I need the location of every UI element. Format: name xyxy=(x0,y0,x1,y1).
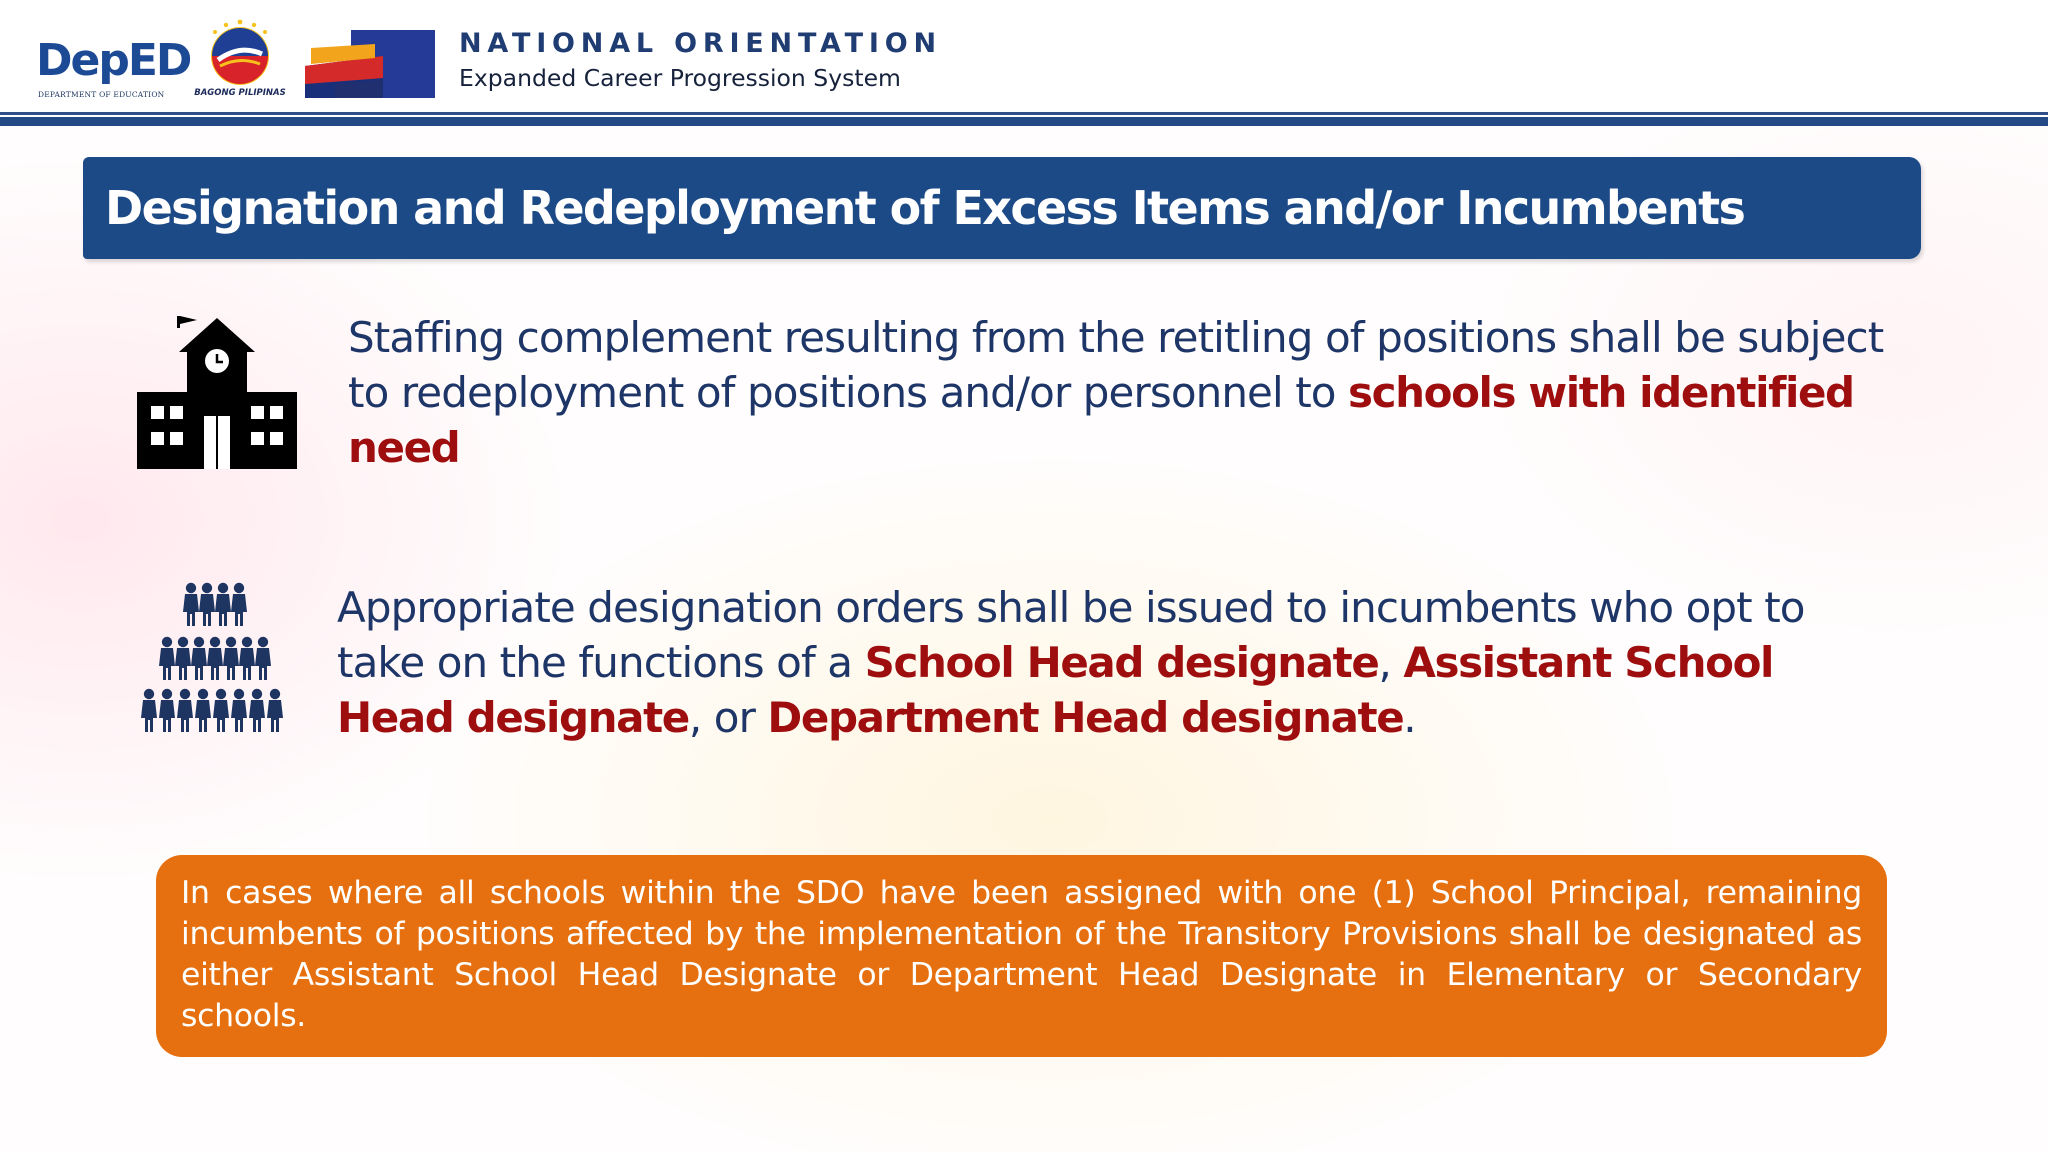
deped-logo-tagline: DEPARTMENT OF EDUCATION xyxy=(38,90,165,99)
header-bar xyxy=(0,0,2048,116)
bullet-2-text-3: , or xyxy=(688,693,768,742)
note-text: In cases where all schools within the SDO have been assigned with one (1) School Principal, remaining incumbents of positions affected by the implementation of the Transitory Provisions shall be designated as either Assistant School Head Designate or Department Head Designate in Elementary or Secondary schools. xyxy=(181,875,1862,1034)
ecps-logo-icon xyxy=(305,26,435,102)
header-title: NATIONAL ORIENTATION xyxy=(459,28,942,59)
note-box xyxy=(156,855,1887,1057)
bagong-pilipinas-logo xyxy=(190,16,290,102)
bullet-1-highlight: schools with identified need xyxy=(348,368,1854,472)
bullet-2-text-2: , xyxy=(1378,638,1404,687)
bullet-2-highlight-department-head: Department Head designate xyxy=(767,693,1404,742)
bullet-1-text: Staffing complement resulting from the retitling of positions shall be subject to redeployment of positions and/or personnel to xyxy=(348,313,1884,417)
bullet-2-text-4: . xyxy=(1403,693,1416,742)
people-group-icon xyxy=(139,582,291,740)
school-building-icon xyxy=(137,316,297,469)
bullet-2-highlight-school-head: School Head designate xyxy=(864,638,1379,687)
bullet-designation-orders xyxy=(337,580,1897,745)
bullet-2-text-1: Appropriate designation orders shall be issued to incumbents who opt to take on the functions of a xyxy=(337,583,1805,687)
bagong-pilipinas-emblem-icon xyxy=(190,16,290,88)
header-subtitle: Expanded Career Progression System xyxy=(459,64,901,92)
bullet-redeployment xyxy=(348,310,1908,475)
slide-title-banner xyxy=(83,157,1921,259)
bagong-pilipinas-text: BAGONG PILIPINAS xyxy=(194,88,286,98)
deped-logo-word-left: Dep xyxy=(36,35,128,86)
deped-logo-word-right: ED xyxy=(127,35,191,86)
slide-title: Designation and Redeployment of Excess Items and/or Incumbents xyxy=(105,181,1745,235)
bullet-2-highlight-assistant-school-head: Assistant School Head designate xyxy=(337,638,1774,742)
header-divider xyxy=(0,112,2048,126)
deped-logo xyxy=(36,34,191,104)
